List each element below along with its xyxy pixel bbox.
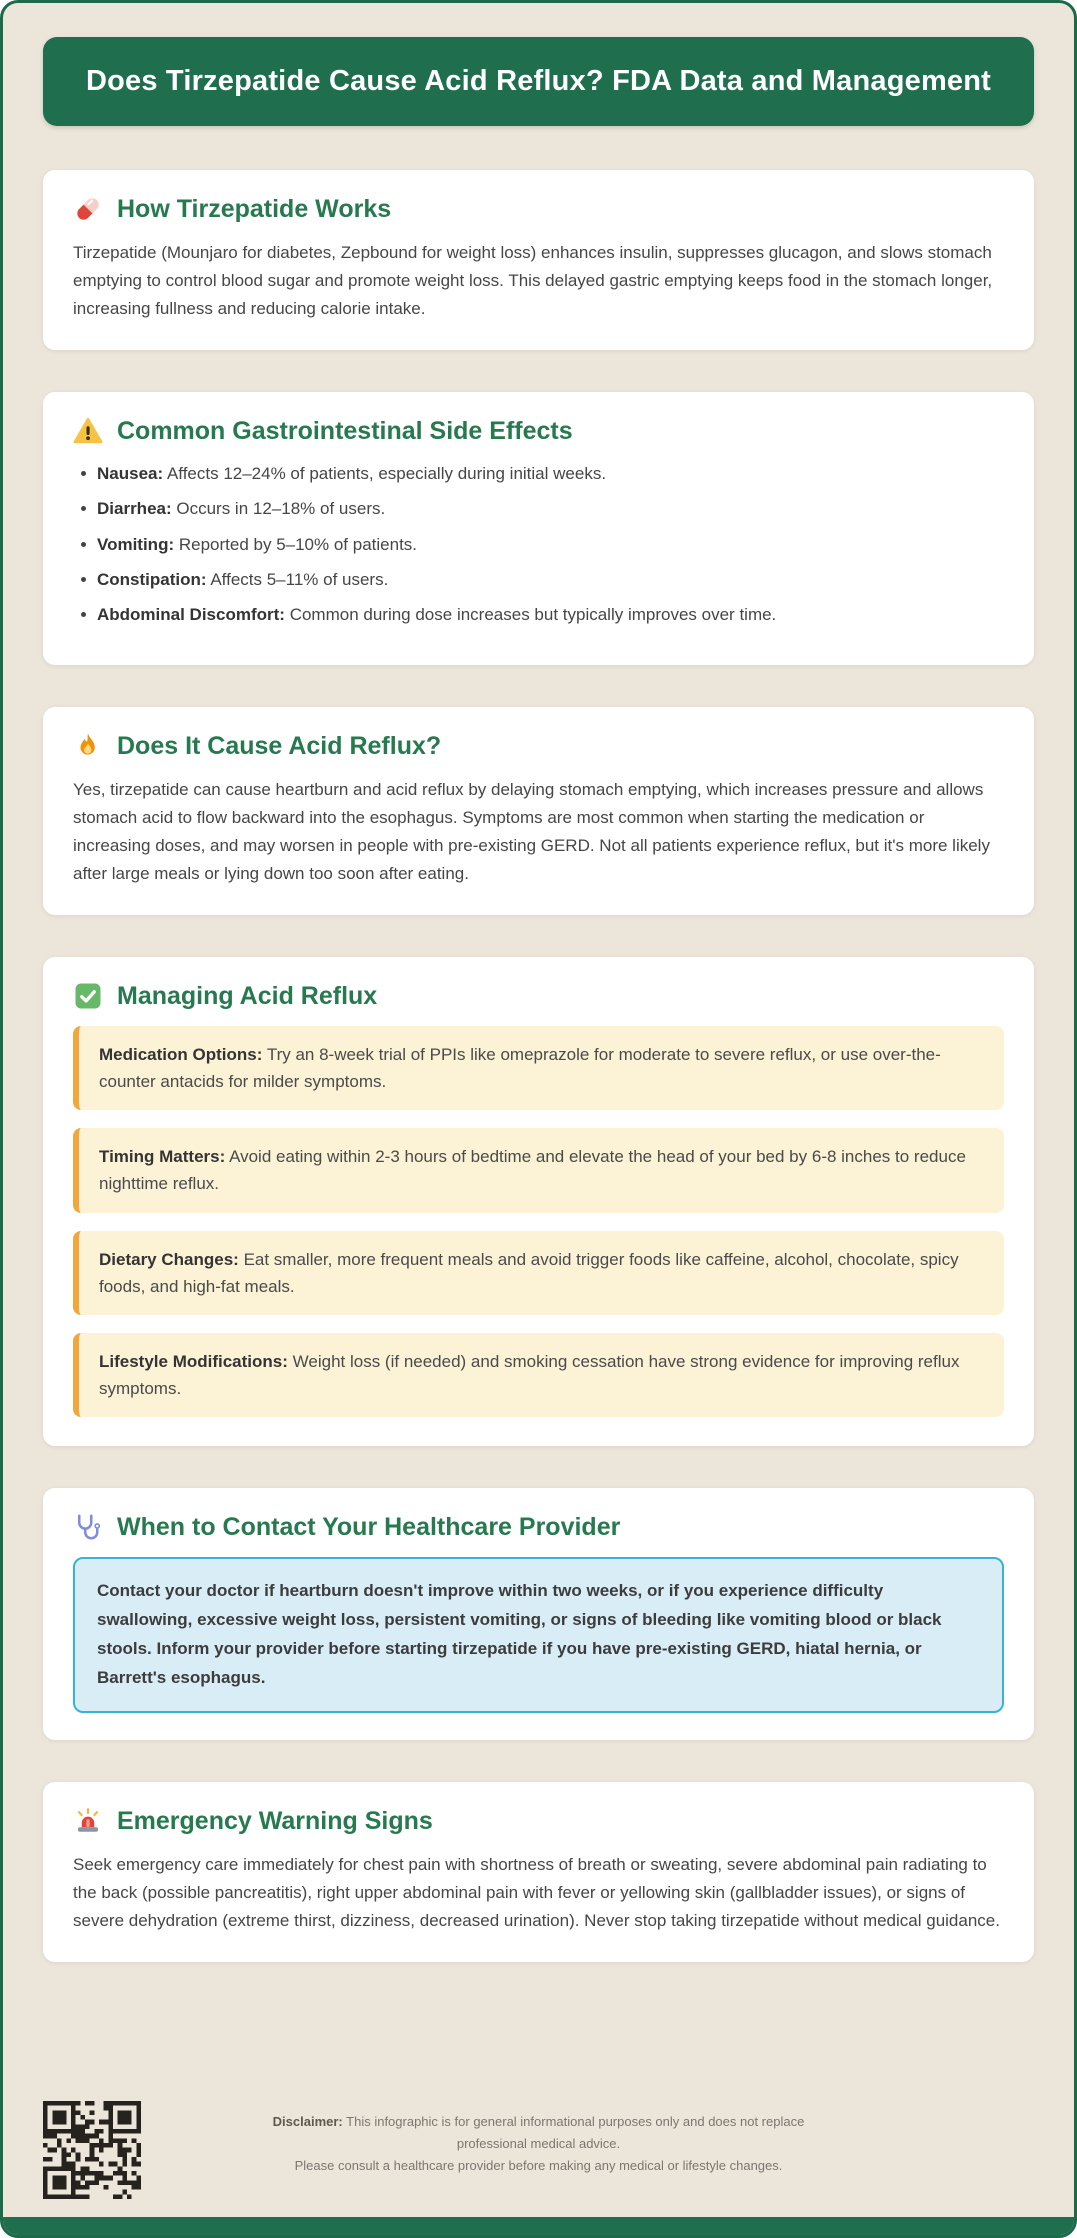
tip-timing-matters <box>73 1128 1004 1212</box>
side-effect-label: Diarrhea: <box>97 499 172 519</box>
section-title-how-it-works <box>73 194 1004 224</box>
card-managing-acid-reflux <box>43 957 1034 1447</box>
tip-medication-options <box>73 1026 1004 1110</box>
section-title-text: Does It Cause Acid Reflux? <box>117 731 442 760</box>
warning-icon <box>73 416 103 446</box>
section-title-text: When to Contact Your Healthcare Provider <box>117 1513 621 1542</box>
side-effect-item-constipation <box>97 567 1004 593</box>
side-effect-item-nausea <box>97 461 1004 487</box>
section-title-text: Managing Acid Reflux <box>117 981 378 1010</box>
tip-text: Eat smaller, more frequent meals and avoid trigger foods like caffeine, alcohol, chocolate, spicy foods, and high-fat meals. <box>99 1249 959 1296</box>
section-title-contact-provider <box>73 1512 1004 1542</box>
section-title-text: Common Gastrointestinal Side Effects <box>117 416 573 445</box>
section-title-emergency <box>73 1806 1004 1836</box>
section-title-managing <box>73 981 1004 1011</box>
contact-provider-alert: Contact your doctor if heartburn doesn't improve within two weeks, or if you experience difficulty swallowing, excessive weight loss, persistent vomiting, or signs of bleeding like vomiting blood or black stools. Inform your provider before starting tirzepatide if you have pre-existing GERD, hiatal hernia, or Barrett's esophagus. <box>73 1557 1004 1713</box>
side-effect-item-vomiting <box>97 532 1004 558</box>
side-effect-label: Constipation: <box>97 569 207 589</box>
card-how-tirzepatide-works <box>43 170 1034 350</box>
tip-label: Medication Options: <box>99 1044 263 1064</box>
disclaimer-label: Disclaimer: <box>272 2113 343 2129</box>
side-effect-item-diarrhea <box>97 496 1004 522</box>
side-effect-text: Occurs in 12–18% of users. <box>176 499 386 519</box>
tip-lifestyle-modifications <box>73 1333 1004 1417</box>
section-title-side-effects <box>73 416 1004 446</box>
disclaimer-sentence-1: This infographic is for general informational purposes only and does not replace professional medical advice. <box>346 2113 805 2151</box>
section-title-text: Emergency Warning Signs <box>117 1806 433 1835</box>
check-icon <box>73 981 103 1011</box>
card-acid-reflux <box>43 707 1034 915</box>
tip-text: Weight loss (if needed) and smoking cessation have strong evidence for improving reflux symptoms. <box>99 1351 960 1399</box>
section-title-text: How Tirzepatide Works <box>117 194 392 223</box>
bottom-accent-bar <box>3 2217 1074 2235</box>
qr-code <box>43 2101 141 2199</box>
acid-reflux-paragraph: Yes, tirzepatide can cause heartburn and acid reflux by delaying stomach emptying, which increases pressure and allows stomach acid to flow backward into the esophagus. Symptoms are most common when starting the medication or increasing doses, and may worsen in people with pre-existing GERD. Not all patients experience reflux, but it's more likely after large meals or lying down too soon after eating. <box>73 779 990 883</box>
tip-label: Lifestyle Modifications: <box>99 1351 288 1371</box>
side-effect-text: Affects 5–11% of users. <box>210 569 389 589</box>
stethoscope-icon <box>73 1512 103 1542</box>
card-emergency-warning <box>43 1782 1034 1962</box>
tip-label: Timing Matters: <box>99 1147 226 1167</box>
page-title: Does Tirzepatide Cause Acid Reflux? FDA Data and Management <box>85 65 992 97</box>
tip-dietary-changes <box>73 1231 1004 1315</box>
side-effect-label: Abdominal Discomfort: <box>97 605 285 625</box>
side-effect-label: Vomiting: <box>97 534 175 554</box>
siren-icon <box>73 1806 103 1836</box>
side-effect-text: Reported by 5–10% of patients. <box>178 534 418 554</box>
header-banner <box>43 37 1034 126</box>
flame-icon <box>73 731 103 761</box>
side-effects-list <box>73 461 1004 629</box>
tip-label: Dietary Changes: <box>99 1249 239 1269</box>
emergency-paragraph: Seek emergency care immediately for chest pain with shortness of breath or sweating, severe abdominal pain radiating to the back (possible pancreatitis), right upper abdominal pain with fever or yellowing skin (gallbladder issues), or signs of severe dehydration (extreme thirst, dizziness, decreased urination). Never stop taking tirzepatide without medical guidance. <box>73 1854 1000 1930</box>
disclaimer-text <box>269 2111 809 2177</box>
pill-icon <box>73 194 103 224</box>
how-it-works-paragraph: Tirzepatide (Mounjaro for diabetes, Zepbound for weight loss) enhances insulin, suppresses glucagon, and slows stomach emptying to control blood sugar and promote weight loss. This delayed gastric emptying keeps food in the stomach longer, increasing fullness and reducing calorie intake. <box>73 242 993 318</box>
side-effect-item-abdominal-discomfort <box>97 602 1004 628</box>
content-area <box>3 3 1074 2217</box>
card-contact-provider <box>43 1488 1034 1740</box>
side-effect-label: Nausea: <box>97 463 164 483</box>
tip-text: Try an 8-week trial of PPIs like omeprazole for moderate to severe reflux, or use over-the-counter antacids for milder symptoms. <box>99 1044 941 1092</box>
disclaimer-sentence-2: Please consult a healthcare provider before making any medical or lifestyle changes. <box>294 2158 783 2174</box>
tip-text: Avoid eating within 2-3 hours of bedtime and elevate the head of your bed by 6-8 inches to reduce nighttime reflux. <box>99 1147 966 1194</box>
side-effect-text: Affects 12–24% of patients, especially during initial weeks. <box>166 463 607 483</box>
side-effect-text: Common during dose increases but typically improves over time. <box>289 605 777 625</box>
section-title-acid-reflux <box>73 731 1004 761</box>
card-side-effects <box>43 392 1034 665</box>
footer <box>43 2091 1034 2199</box>
